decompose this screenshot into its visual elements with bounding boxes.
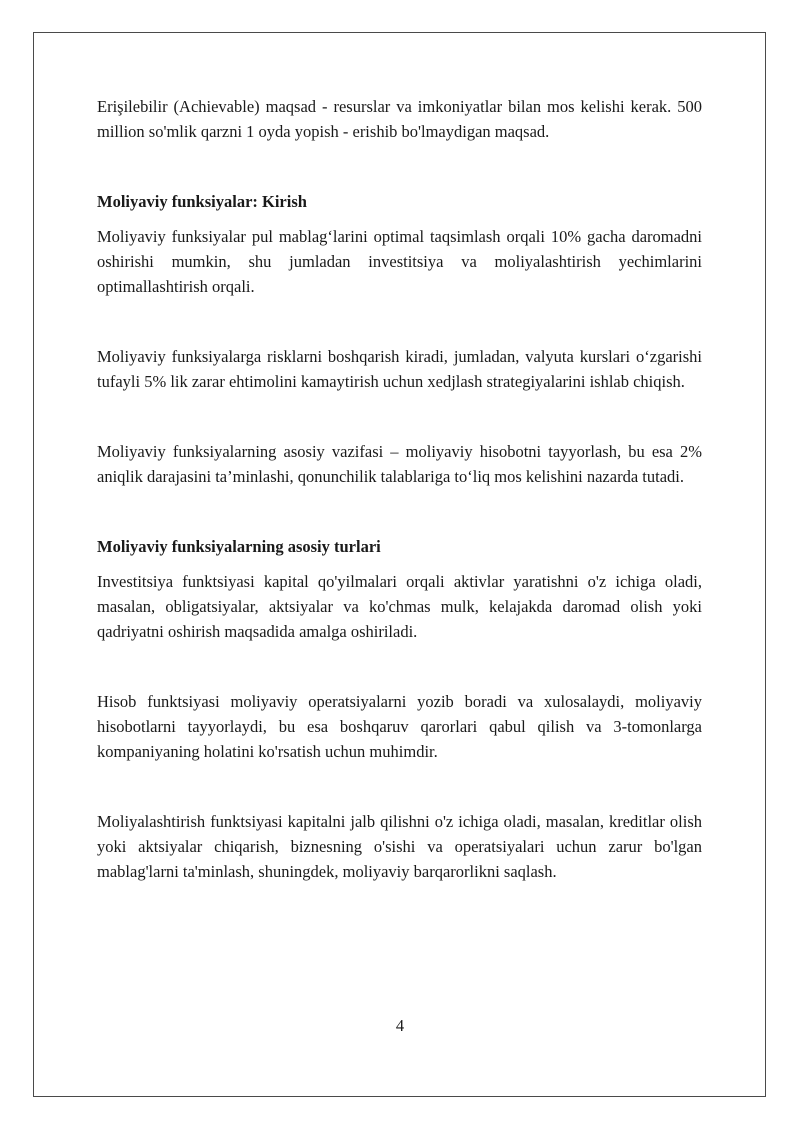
heading-main-types: Moliyaviy funksiyalarning asosiy turlari: [97, 537, 381, 556]
paragraph-fund-allocation: Moliyaviy funksiyalar pul mablag‘larini optimal taqsimlash orqali 10% gacha daromadni oshirishi mumkin, shu jumladan investitsiya va moliyalashtirish yechimlarini optimallashtirish orqali.: [97, 227, 702, 296]
paragraph-accounting-function: Hisob funktsiyasi moliyaviy operatsiyalarni yozib boradi va xulosalaydi, moliyaviy hisobotlarni tayyorlaydi, bu esa boshqaruv qarorlari qabul qilish va 3-tomonlarga kompaniyaning holatini ko'rsatish uchun muhimdir.: [97, 692, 702, 761]
page-number: 4: [395, 1016, 405, 1035]
paragraph-financial-reporting: Moliyaviy funksiyalarning asosiy vazifasi – moliyaviy hisobotni tayyorlash, bu esa 2% aniqlik darajasini ta’minlashi, qonunchilik talablariga to‘liq mos kelishini nazarda tutadi.: [97, 442, 702, 486]
paragraph-risk-management: Moliyaviy funksiyalarga risklarni boshqarish kiradi, jumladan, valyuta kurslari o‘zgarishi tufayli 5% lik zarar ehtimolini kamaytirish uchun xedjlash strategiyalarini ishlab chiqish.: [97, 347, 702, 391]
paragraph-investment-function: Investitsiya funktsiyasi kapital qo'yilmalari orqali aktivlar yaratishni o'z ichiga oladi, masalan, obligatsiyalar, aktsiyalar va ko'chmas mulk, kelajakda daromad olish yoki qadriyatni oshirish maqsadida amalga oshiriladi.: [97, 572, 702, 641]
paragraph-financing-function: Moliyalashtirish funktsiyasi kapitalni jalb qilishni o'z ichiga oladi, masalan, kreditlar olish yoki aktsiyalar chiqarish, biznesning o'sishi va operatsiyalari uchun zarur bo'lgan mablag'larni ta'minlash, shuningdek, moliyaviy barqarorlikni saqlash.: [97, 812, 702, 881]
paragraph-achievable-goal: Erişilebilir (Achievable) maqsad - resurslar va imkoniyatlar bilan mos kelishi kerak. 500 million so'mlik qarzni 1 oyda yopish - erishib bo'lmaydigan maqsad.: [97, 97, 702, 141]
page-content: [97, 94, 702, 884]
heading-financial-functions-intro: Moliyaviy funksiyalar: Kirish: [97, 192, 307, 211]
